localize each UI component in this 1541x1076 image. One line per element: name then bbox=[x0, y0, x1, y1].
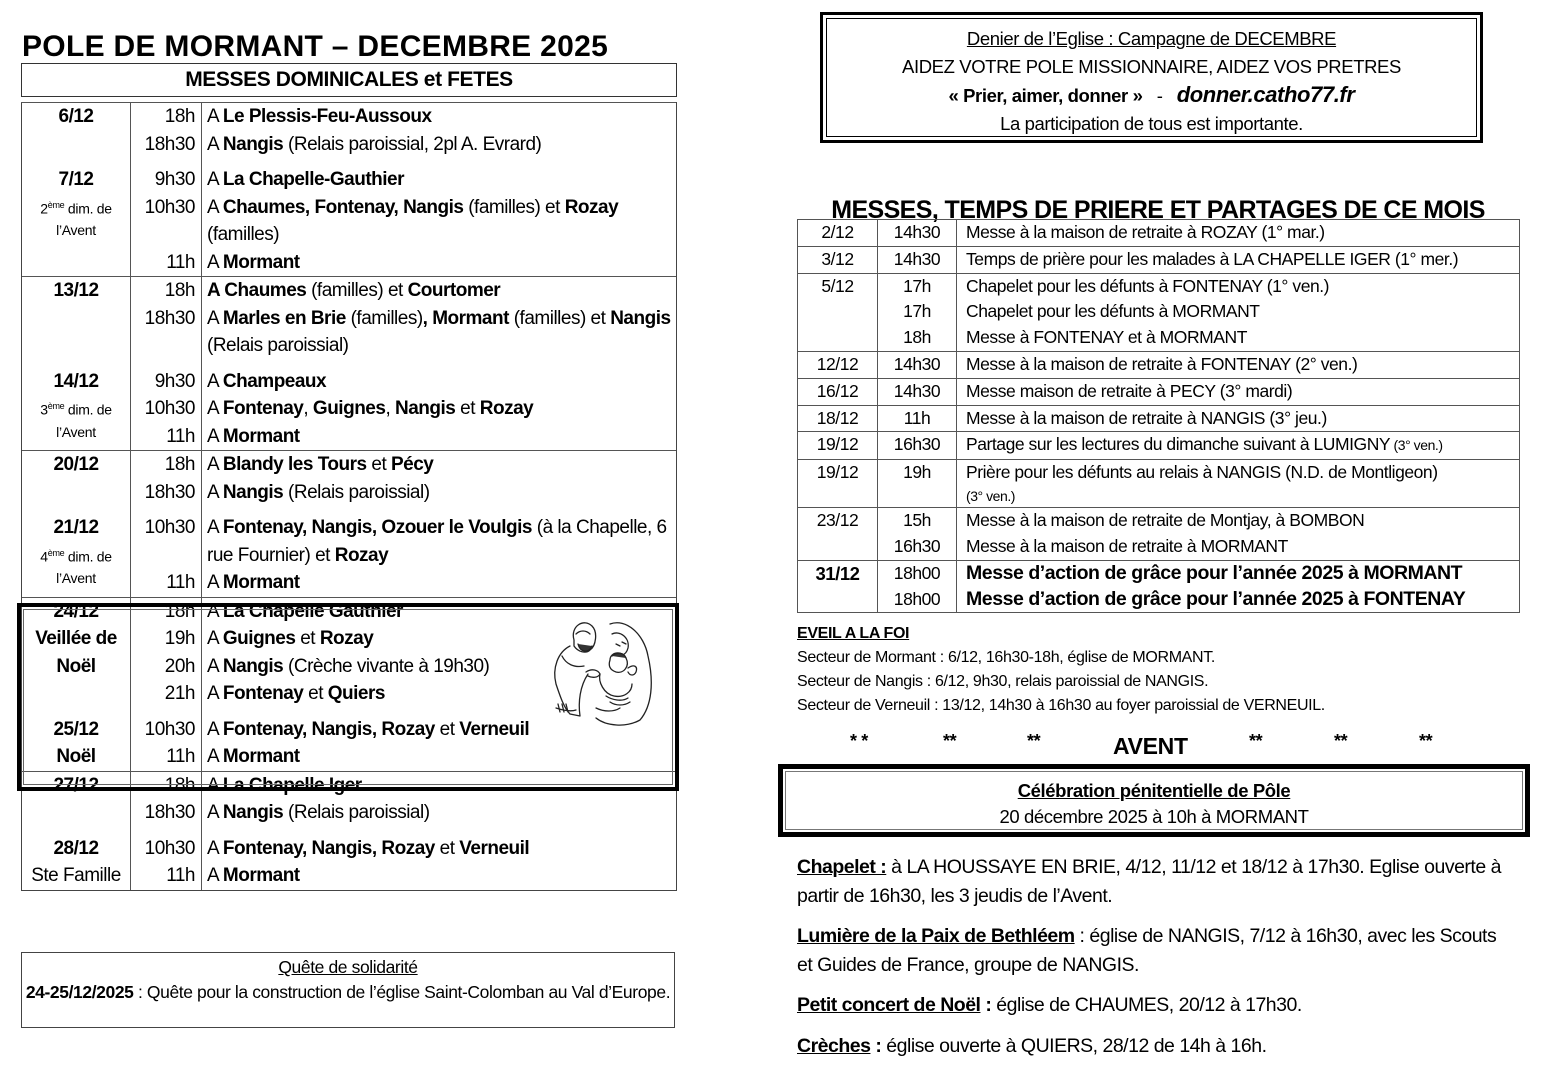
page-title: POLE DE MORMANT – DECEMBRE 2025 bbox=[22, 30, 609, 64]
mass-locations-cell bbox=[202, 103, 677, 159]
event-description: Messe à FONTENAY et à MORMANT bbox=[966, 327, 1247, 348]
liturgical-day: 4ème dim. de l’Avent bbox=[40, 547, 112, 587]
mass-times-cell bbox=[131, 103, 202, 159]
joseph-robe bbox=[555, 646, 588, 716]
monthly-event-row bbox=[798, 378, 1520, 405]
monthly-events-table bbox=[797, 219, 1520, 613]
quete-text: 24-25/12/2025 : Quête pour la construction de l’église Saint-Colomban au Val d’Europe. bbox=[25, 982, 671, 1002]
mass-location: A La Chapelle Iger bbox=[207, 774, 362, 796]
event-lumiere-paix: Lumière de la Paix de Bethléem : église de NANGIS, 7/12 à 16h30, avec les Scouts et Guides de France, groupe de NANGIS. bbox=[797, 925, 1497, 976]
mass-locations-cell bbox=[202, 827, 677, 891]
stars-decoration: ** bbox=[1027, 731, 1041, 751]
mass-locations-cell bbox=[202, 506, 677, 597]
mass-location: A Fontenay, Nangis, Ozouer le Voulgis (à la Chapelle, 6 rue Fournier) et Rozay bbox=[207, 517, 667, 566]
mass-locations-cell bbox=[202, 158, 677, 277]
mass-day-row bbox=[22, 360, 677, 451]
mass-location: A Nangis (Relais paroissial, 2pl A. Evrard) bbox=[207, 133, 542, 155]
event-times-cell bbox=[878, 273, 957, 351]
mass-location: A Fontenay, Guignes, Nangis et Rozay bbox=[207, 398, 534, 419]
denier-website-link[interactable]: donner.catho77.fr bbox=[1176, 82, 1355, 107]
mass-date: 28/12 bbox=[53, 837, 99, 859]
mass-time: 18h bbox=[164, 774, 195, 796]
mass-time: 20h bbox=[164, 655, 195, 677]
penitential-title: Célébration pénitentielle de Pôle bbox=[1017, 780, 1291, 801]
mass-time: 18h bbox=[164, 106, 195, 127]
event-time: 17h bbox=[903, 301, 931, 322]
mass-time: 18h30 bbox=[144, 802, 195, 823]
liturgical-day: 3ème dim. de l’Avent bbox=[40, 401, 112, 440]
event-description: Messe à la maison de retraite à ROZAY (1° mar.) bbox=[966, 222, 1325, 242]
event-time: 14h30 bbox=[893, 353, 941, 374]
mass-time: 18h bbox=[164, 600, 195, 622]
mass-location: A Mormant bbox=[207, 572, 300, 593]
mass-location: A Marles en Brie (familles), Mormant (familles) et Nangis (Relais paroissial) bbox=[207, 307, 671, 356]
event-time: 18h00 bbox=[893, 562, 941, 583]
mass-location: A La Chapelle-Gauthier bbox=[207, 169, 405, 190]
mass-date-cell bbox=[22, 360, 131, 451]
event-chapelet: Chapelet : à LA HOUSSAYE EN BRIE, 4/12, 11/12 et 18/12 à 17h30. Eglise ouverte à partir de 16h30, les 3 jeudis de l’Avent. bbox=[797, 856, 1501, 907]
liturgical-day: Veillée de Noël bbox=[35, 628, 117, 677]
mass-location: A Mormant bbox=[207, 251, 300, 273]
event-concert-noel: Petit concert de Noël : église de CHAUMES, 20/12 à 17h30. bbox=[797, 994, 1302, 1016]
mass-times-cell bbox=[131, 451, 202, 507]
mass-times-cell bbox=[131, 158, 202, 277]
mass-time: 11h bbox=[166, 746, 195, 767]
event-descriptions-cell bbox=[957, 220, 1520, 247]
mass-date-cell bbox=[22, 827, 131, 891]
denier-participation: La participation de tous est importante. bbox=[1000, 113, 1303, 134]
event-time: 11h bbox=[903, 407, 931, 428]
event-time: 18h bbox=[903, 327, 931, 348]
avent-banner bbox=[797, 731, 1519, 763]
event-time: 18h00 bbox=[893, 588, 941, 609]
monthly-event-row bbox=[798, 220, 1520, 247]
event-time: 19h bbox=[903, 462, 931, 483]
mass-time: 19h bbox=[164, 628, 195, 649]
mass-time: 21h bbox=[164, 683, 195, 704]
event-time: 16h30 bbox=[893, 434, 941, 455]
event-times-cell bbox=[878, 508, 957, 561]
mass-location: A Mormant bbox=[207, 425, 300, 447]
event-date: 12/12 bbox=[798, 351, 878, 378]
mass-day-row bbox=[22, 158, 677, 277]
mass-day-row bbox=[22, 103, 677, 159]
event-times-cell bbox=[878, 220, 957, 247]
mass-times-cell bbox=[131, 771, 202, 827]
monthly-event-row bbox=[798, 246, 1520, 273]
mass-location: A Nangis (Crèche vivante à 19h30) bbox=[207, 655, 490, 677]
stars-decoration: ** bbox=[1249, 731, 1263, 751]
mass-day-row bbox=[22, 451, 677, 507]
mass-location: A Nangis (Relais paroissial) bbox=[207, 802, 430, 823]
mass-date-cell bbox=[22, 277, 131, 360]
event-descriptions-cell bbox=[957, 460, 1520, 508]
mass-times-cell bbox=[131, 506, 202, 597]
quete-solidarite-box bbox=[21, 952, 675, 1028]
mass-date: 20/12 bbox=[53, 454, 99, 475]
monthly-event-row bbox=[798, 508, 1520, 561]
event-date: 31/12 bbox=[798, 560, 878, 613]
mass-location: A Nangis (Relais paroissial) bbox=[207, 481, 430, 503]
mass-time: 10h30 bbox=[144, 718, 195, 740]
mass-date: 14/12 bbox=[53, 370, 99, 392]
mass-location: A Blandy les Tours et Pécy bbox=[207, 454, 434, 475]
event-date: 19/12 bbox=[798, 432, 878, 460]
denier-slogan-line: « Prier, aimer, donner » - donner.catho77.fr bbox=[948, 82, 1355, 107]
mass-location: A Mormant bbox=[207, 865, 300, 886]
mass-times-cell bbox=[131, 360, 202, 451]
mass-location: A Fontenay et Quiers bbox=[207, 683, 385, 704]
event-description: Messe à la maison de retraite à MORMANT bbox=[966, 535, 1288, 556]
event-date: 2/12 bbox=[798, 220, 878, 247]
mass-date-cell bbox=[22, 451, 131, 507]
event-creches: Crèches : église ouverte à QUIERS, 28/12 de 14h à 16h. bbox=[797, 1034, 1267, 1057]
quete-date: 24-25/12/2025 bbox=[25, 982, 134, 1002]
stars-decoration: ** bbox=[1419, 731, 1433, 751]
mass-location: A Chaumes, Fontenay, Nangis (familles) et Rozay (familles) bbox=[207, 196, 619, 245]
event-date: 19/12 bbox=[798, 460, 878, 508]
advent-events-list bbox=[797, 853, 1512, 1072]
monthly-event-row bbox=[798, 460, 1520, 508]
mass-time: 11h bbox=[166, 572, 195, 593]
quete-title: Quête de solidarité bbox=[278, 957, 418, 977]
eveil-title: EVEIL A LA FOI bbox=[797, 625, 910, 642]
mass-date-cell bbox=[22, 103, 131, 159]
mass-time: 18h30 bbox=[144, 307, 195, 329]
event-descriptions-cell bbox=[957, 432, 1520, 460]
mass-day-row bbox=[22, 771, 677, 827]
event-description: Chapelet pour les défunts à FONTENAY (1° ven.) bbox=[966, 275, 1330, 296]
event-time: 17h bbox=[903, 275, 931, 296]
denier-appeal: AIDEZ VOTRE POLE MISSIONNAIRE, AIDEZ VOS PRETRES bbox=[902, 56, 1401, 77]
event-descriptions-cell bbox=[957, 560, 1520, 613]
event-descriptions-cell bbox=[957, 508, 1520, 561]
event-description: Messe d’action de grâce pour l’année 2025 à FONTENAY bbox=[966, 587, 1466, 610]
event-date: 23/12 bbox=[798, 508, 878, 561]
monthly-event-row bbox=[798, 432, 1520, 460]
denier-title: Denier de l’Eglise : Campagne de DECEMBRE bbox=[966, 28, 1337, 49]
event-descriptions-cell bbox=[957, 378, 1520, 405]
event-times-cell bbox=[878, 560, 957, 613]
event-times-cell bbox=[878, 405, 957, 432]
event-description: Partage sur les lectures du dimanche suivant à LUMIGNY (3° ven.) bbox=[966, 434, 1443, 455]
denier-eglise-box bbox=[820, 12, 1483, 143]
monthly-event-row bbox=[798, 273, 1520, 351]
eveil-line: Secteur de Mormant : 6/12, 16h30-18h, église de MORMANT. bbox=[797, 649, 1215, 666]
sunday-masses-header: MESSES DOMINICALES et FETES bbox=[21, 63, 677, 97]
event-description: Chapelet pour les défunts à MORMANT bbox=[966, 301, 1260, 322]
event-date: 5/12 bbox=[798, 273, 878, 351]
monthly-event-row bbox=[798, 405, 1520, 432]
event-description: Messe à la maison de retraite à NANGIS (3° jeu.) bbox=[966, 407, 1327, 428]
event-times-cell bbox=[878, 460, 957, 508]
avent-word: AVENT bbox=[1113, 733, 1188, 759]
mass-day-row bbox=[22, 277, 677, 360]
event-description: Messe à la maison de retraite à FONTENAY (2° ven.) bbox=[966, 353, 1358, 374]
mass-time: 9h30 bbox=[154, 169, 195, 190]
mass-times-cell bbox=[131, 827, 202, 891]
event-time: 15h bbox=[903, 510, 931, 531]
mass-time: 9h30 bbox=[154, 370, 195, 392]
mass-time: 11h bbox=[166, 425, 195, 447]
mary-veil bbox=[596, 623, 651, 725]
event-description: Messe d’action de grâce pour l’année 2025 à MORMANT bbox=[966, 561, 1463, 584]
event-date: 16/12 bbox=[798, 378, 878, 405]
event-times-cell bbox=[878, 246, 957, 273]
mass-location: A Mormant bbox=[207, 746, 300, 767]
event-times-cell bbox=[878, 432, 957, 460]
mass-date-cell bbox=[22, 597, 131, 708]
mass-location: A Le Plessis-Feu-Aussoux bbox=[207, 106, 432, 127]
eveil-line: Secteur de Nangis : 6/12, 9h30, relais paroissial de NANGIS. bbox=[797, 673, 1209, 690]
stars-decoration: ** bbox=[1334, 731, 1348, 751]
event-date: 3/12 bbox=[798, 246, 878, 273]
eveil-line: Secteur de Verneuil : 13/12, 14h30 à 16h30 au foyer paroissial de VERNEUIL. bbox=[797, 697, 1325, 714]
mass-day-row bbox=[22, 506, 677, 597]
mass-date-cell bbox=[22, 708, 131, 772]
penitential-celebration-box bbox=[778, 764, 1530, 837]
mass-time: 10h30 bbox=[144, 398, 195, 419]
mass-time: 10h30 bbox=[144, 196, 195, 218]
mass-date: 7/12 bbox=[58, 169, 94, 190]
stars-decoration: ** bbox=[943, 731, 957, 751]
event-time: 14h30 bbox=[893, 248, 941, 269]
mass-location: A Fontenay, Nangis, Rozay et Verneuil bbox=[207, 837, 530, 859]
mass-date-cell bbox=[22, 506, 131, 597]
penitential-detail: 20 décembre 2025 à 10h à MORMANT bbox=[999, 806, 1309, 827]
mass-times-cell bbox=[131, 597, 202, 708]
event-times-cell bbox=[878, 378, 957, 405]
mass-times-cell bbox=[131, 708, 202, 772]
nativity-illustration-icon bbox=[540, 612, 664, 730]
event-time: 14h30 bbox=[893, 222, 941, 242]
mass-locations-cell bbox=[202, 360, 677, 451]
event-time: 14h30 bbox=[893, 380, 941, 401]
mass-time: 10h30 bbox=[144, 837, 195, 859]
event-descriptions-cell bbox=[957, 246, 1520, 273]
mass-location: A Fontenay, Nangis, Rozay et Verneuil bbox=[207, 718, 530, 740]
monthly-events-title: MESSES, TEMPS DE PRIERE ET PARTAGES DE CE MOIS bbox=[831, 195, 1485, 224]
mass-day-row bbox=[22, 827, 677, 891]
event-date: 18/12 bbox=[798, 405, 878, 432]
event-descriptions-cell bbox=[957, 405, 1520, 432]
mass-time: 18h bbox=[164, 280, 195, 301]
mass-time: 11h bbox=[166, 251, 195, 273]
mass-date: 13/12 bbox=[53, 280, 99, 301]
monthly-event-row bbox=[798, 351, 1520, 378]
mass-date: 27/12 bbox=[53, 774, 99, 796]
mass-time: 11h bbox=[166, 865, 195, 886]
event-description: Prière pour les défunts au relais à NANGIS (N.D. de Montligeon) (3° ven.) bbox=[966, 462, 1438, 504]
mass-locations-cell bbox=[202, 771, 677, 827]
mass-date: 25/12 bbox=[53, 718, 99, 740]
event-times-cell bbox=[878, 351, 957, 378]
event-time: 16h30 bbox=[893, 535, 941, 556]
event-description: Messe à la maison de retraite de Montjay, à BOMBON bbox=[966, 510, 1365, 531]
mass-location: A Chaumes (familles) et Courtomer bbox=[207, 280, 501, 301]
stars-decoration: * * bbox=[850, 731, 868, 751]
liturgical-day: Noël bbox=[56, 746, 96, 767]
event-description: Messe maison de retraite à PECY (3° mardi) bbox=[966, 380, 1293, 401]
event-descriptions-cell bbox=[957, 273, 1520, 351]
mass-time: 10h30 bbox=[144, 517, 195, 538]
mass-locations-cell bbox=[202, 277, 677, 360]
mass-locations-cell bbox=[202, 451, 677, 507]
sunday-masses-table bbox=[21, 102, 677, 891]
mass-location: A Guignes et Rozay bbox=[207, 628, 374, 649]
event-descriptions-cell bbox=[957, 351, 1520, 378]
mass-date-cell bbox=[22, 771, 131, 827]
child-body bbox=[600, 674, 632, 696]
mass-time: 18h30 bbox=[144, 481, 195, 503]
mass-date: 21/12 bbox=[53, 517, 99, 538]
mass-time: 18h bbox=[164, 454, 195, 475]
liturgical-day: Ste Famille bbox=[31, 865, 121, 886]
liturgical-day: 2ème dim. de l’Avent bbox=[40, 199, 112, 239]
monthly-event-row bbox=[798, 560, 1520, 613]
mass-location: A La Chapelle Gauthier bbox=[207, 600, 403, 622]
eveil-a-la-foi-section bbox=[797, 622, 1527, 718]
mass-times-cell bbox=[131, 277, 202, 360]
event-description: Temps de prière pour les malades à LA CHAPELLE IGER (1° mer.) bbox=[966, 248, 1459, 269]
mass-time: 18h30 bbox=[144, 133, 195, 155]
mass-location: A Champeaux bbox=[207, 370, 327, 392]
mass-date-cell bbox=[22, 158, 131, 277]
mass-date: 6/12 bbox=[58, 106, 94, 127]
mass-date: 24/12 bbox=[53, 600, 99, 622]
